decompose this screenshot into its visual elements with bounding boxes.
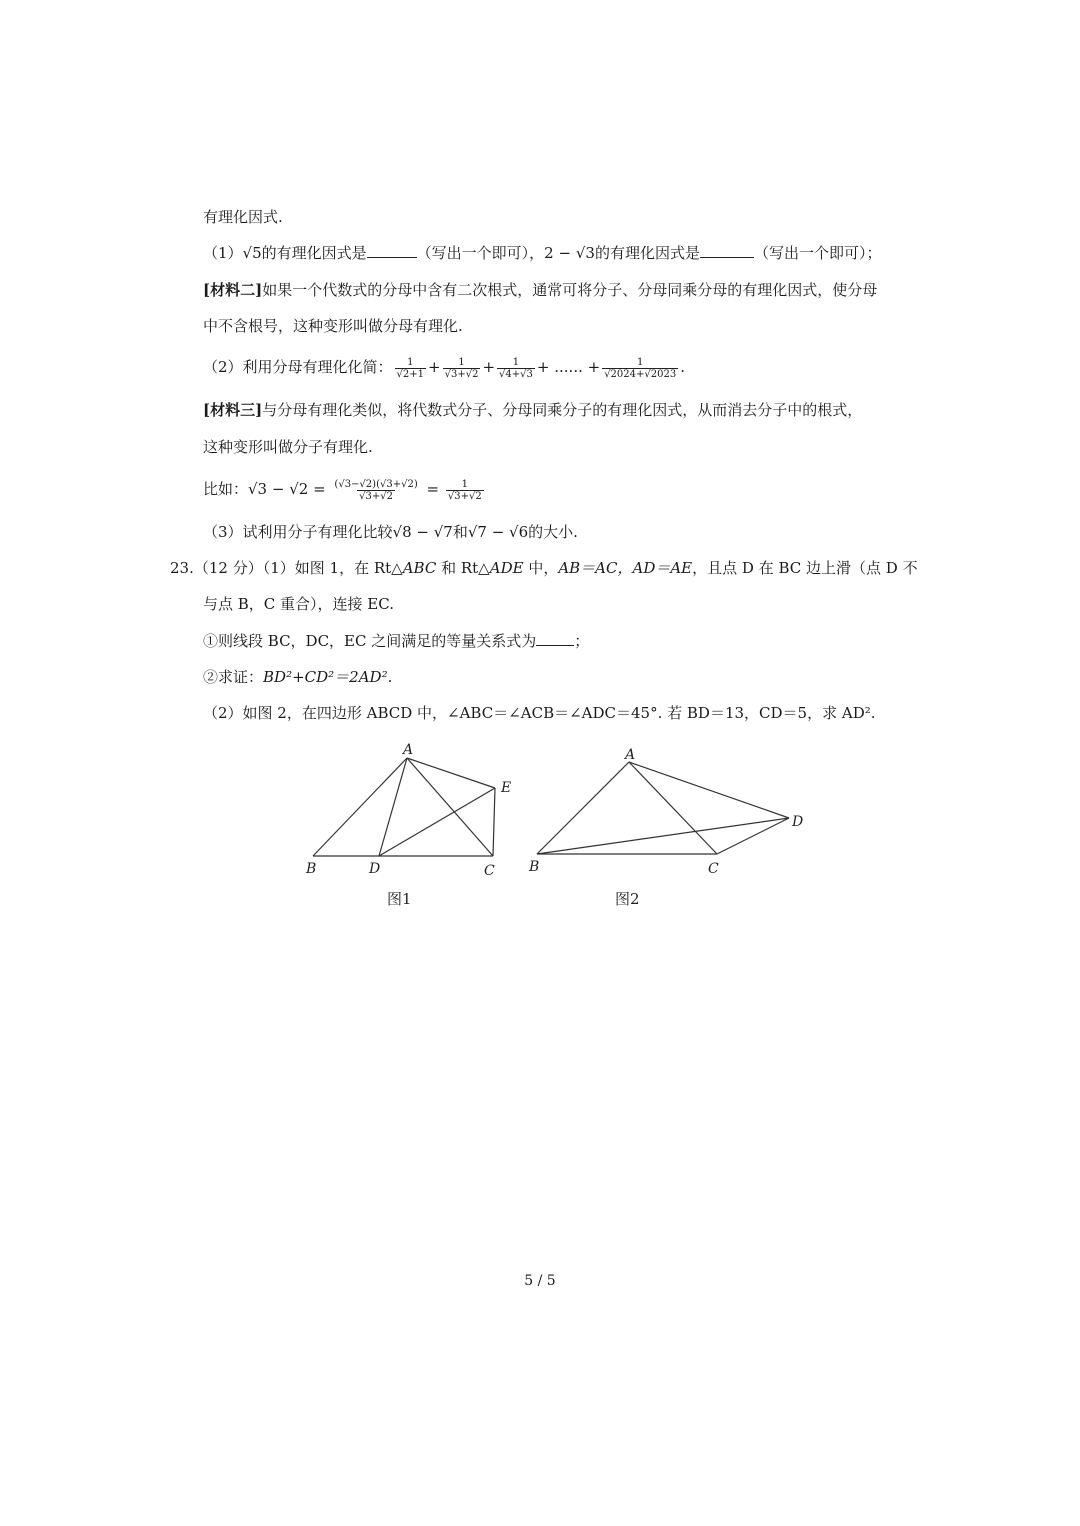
- material-2-tag: [材料二]: [203, 281, 263, 299]
- fig1-label-a: A: [403, 742, 414, 758]
- problem-23-sub-1: [203, 630, 589, 652]
- material-2-line-a: [203, 279, 877, 301]
- fig1-label-b: B: [306, 861, 317, 877]
- fraction: $\frac{1}{√2+1}$: [396, 356, 425, 380]
- p23-sub1-end: ；: [574, 632, 590, 650]
- question-3-line: （3）试利用分子有理化比较√8 − √7和√7 − √6的大小.: [203, 523, 578, 541]
- equals: =: [421, 480, 444, 498]
- fig2-segment-ad: [629, 762, 789, 818]
- page-number: 5 / 5: [524, 1273, 556, 1289]
- q1-sqrt5: √5: [242, 244, 262, 262]
- fig1-segment-de: [379, 788, 495, 856]
- p23-sub2-label: ②求证：: [203, 668, 264, 686]
- example-prefix: 比如：√3 − √2 =: [203, 480, 331, 498]
- q1-text3: 的有理化因式是: [594, 244, 700, 262]
- fraction: $\frac{1}{√3+√2}$: [444, 356, 479, 380]
- p23-sub1-text: ①则线段 BC，DC，EC 之间满足的等量关系式为: [203, 632, 537, 650]
- problem-23-line-1: [170, 557, 918, 579]
- figure-2: [537, 762, 789, 854]
- q2-end: .: [680, 358, 685, 376]
- fig1-label-e: E: [501, 780, 512, 796]
- question-2-line: [203, 352, 685, 382]
- material-3-line-a: [203, 399, 862, 421]
- question-1-line: [203, 242, 881, 264]
- fig2-label-c: C: [708, 861, 719, 877]
- p23-text: （12 分）（1）如图 1，在 Rt△: [193, 559, 403, 577]
- fraction: $\frac{1}{√2024+√2023}$: [604, 356, 677, 380]
- fig1-caption: 图1: [387, 890, 412, 908]
- q1-sqrt3: √3: [575, 244, 595, 262]
- fig2-segment-ab: [537, 762, 629, 854]
- p23-and: 和 Rt△: [436, 559, 490, 577]
- p23-text-b: ，且点 D 在 BC 边上滑（点 D 不: [692, 559, 918, 577]
- q1-text4: （写出一个即可）；: [753, 244, 882, 262]
- p23-mid: 中，: [523, 559, 559, 577]
- fraction: $\frac{1}{√3+√2}$: [447, 478, 482, 502]
- answer-blank: [700, 243, 754, 258]
- problem-23-line-2: 与点 B，C 重合），连接 EC.: [203, 595, 394, 613]
- fig2-label-d: D: [792, 814, 804, 830]
- answer-blank: [536, 631, 574, 646]
- fig2-label-b: B: [529, 859, 540, 875]
- ellipsis: + ...... +: [536, 358, 601, 376]
- p23-sub2-eq: BD²+CD²＝2AD².: [263, 668, 393, 686]
- p23-abc: ABC: [402, 559, 437, 577]
- material-3-line-b: 这种变形叫做分子有理化.: [203, 438, 373, 456]
- fig1-label-d: D: [369, 861, 381, 877]
- q1-prefix: （1）: [203, 244, 243, 262]
- q2-prefix: （2）利用分母有理化化简：: [203, 358, 393, 376]
- fig2-segment-bd: [537, 818, 789, 854]
- p23-ade: ADE: [489, 559, 524, 577]
- q1-text1: 的有理化因式是: [261, 244, 367, 262]
- plus-sign: +: [428, 358, 441, 376]
- fraction: $\frac{1}{√4+√3}$: [499, 356, 533, 380]
- figure-1: [313, 758, 495, 856]
- fig2-label-a: A: [625, 747, 636, 763]
- material-3-text-a: 与分母有理化类似，将代数式分子、分母同乘分子的有理化因式，从而消去分子中的根式，: [262, 401, 863, 419]
- answer-blank: [367, 243, 417, 258]
- plus-sign: +: [482, 358, 496, 376]
- geometry-figures: [295, 740, 815, 915]
- problem-number: 23.: [170, 559, 194, 577]
- example-line: [203, 474, 486, 504]
- p23-eq1: AB＝AC，AD＝AE: [558, 559, 693, 577]
- fraction: $\frac{(√3-√2)(√3+√2)}{√3+√2}$: [334, 478, 418, 502]
- q1-text2: （写出一个即可），2 −: [416, 244, 576, 262]
- fig2-caption: 图2: [615, 890, 640, 908]
- fig2-segment-ac: [629, 762, 717, 854]
- problem-23-q2: （2）如图 2，在四边形 ABCD 中，∠ABC＝∠ACB＝∠ADC＝45°. 若 BD＝13，CD＝5，求 AD².: [203, 704, 876, 722]
- fig1-segment-ec: [493, 788, 495, 856]
- material-3-tag: [材料三]: [203, 401, 263, 419]
- material-2-text-a: 如果一个代数式的分母中含有二次根式，通常可将分子、分母同乘分母的有理化因式，使分母: [262, 281, 878, 299]
- intro-line: 有理化因式.: [203, 208, 283, 226]
- problem-23-sub-2: [203, 666, 392, 688]
- fig1-label-c: C: [484, 863, 495, 879]
- material-2-line-b: 中不含根号，这种变形叫做分母有理化.: [203, 317, 463, 335]
